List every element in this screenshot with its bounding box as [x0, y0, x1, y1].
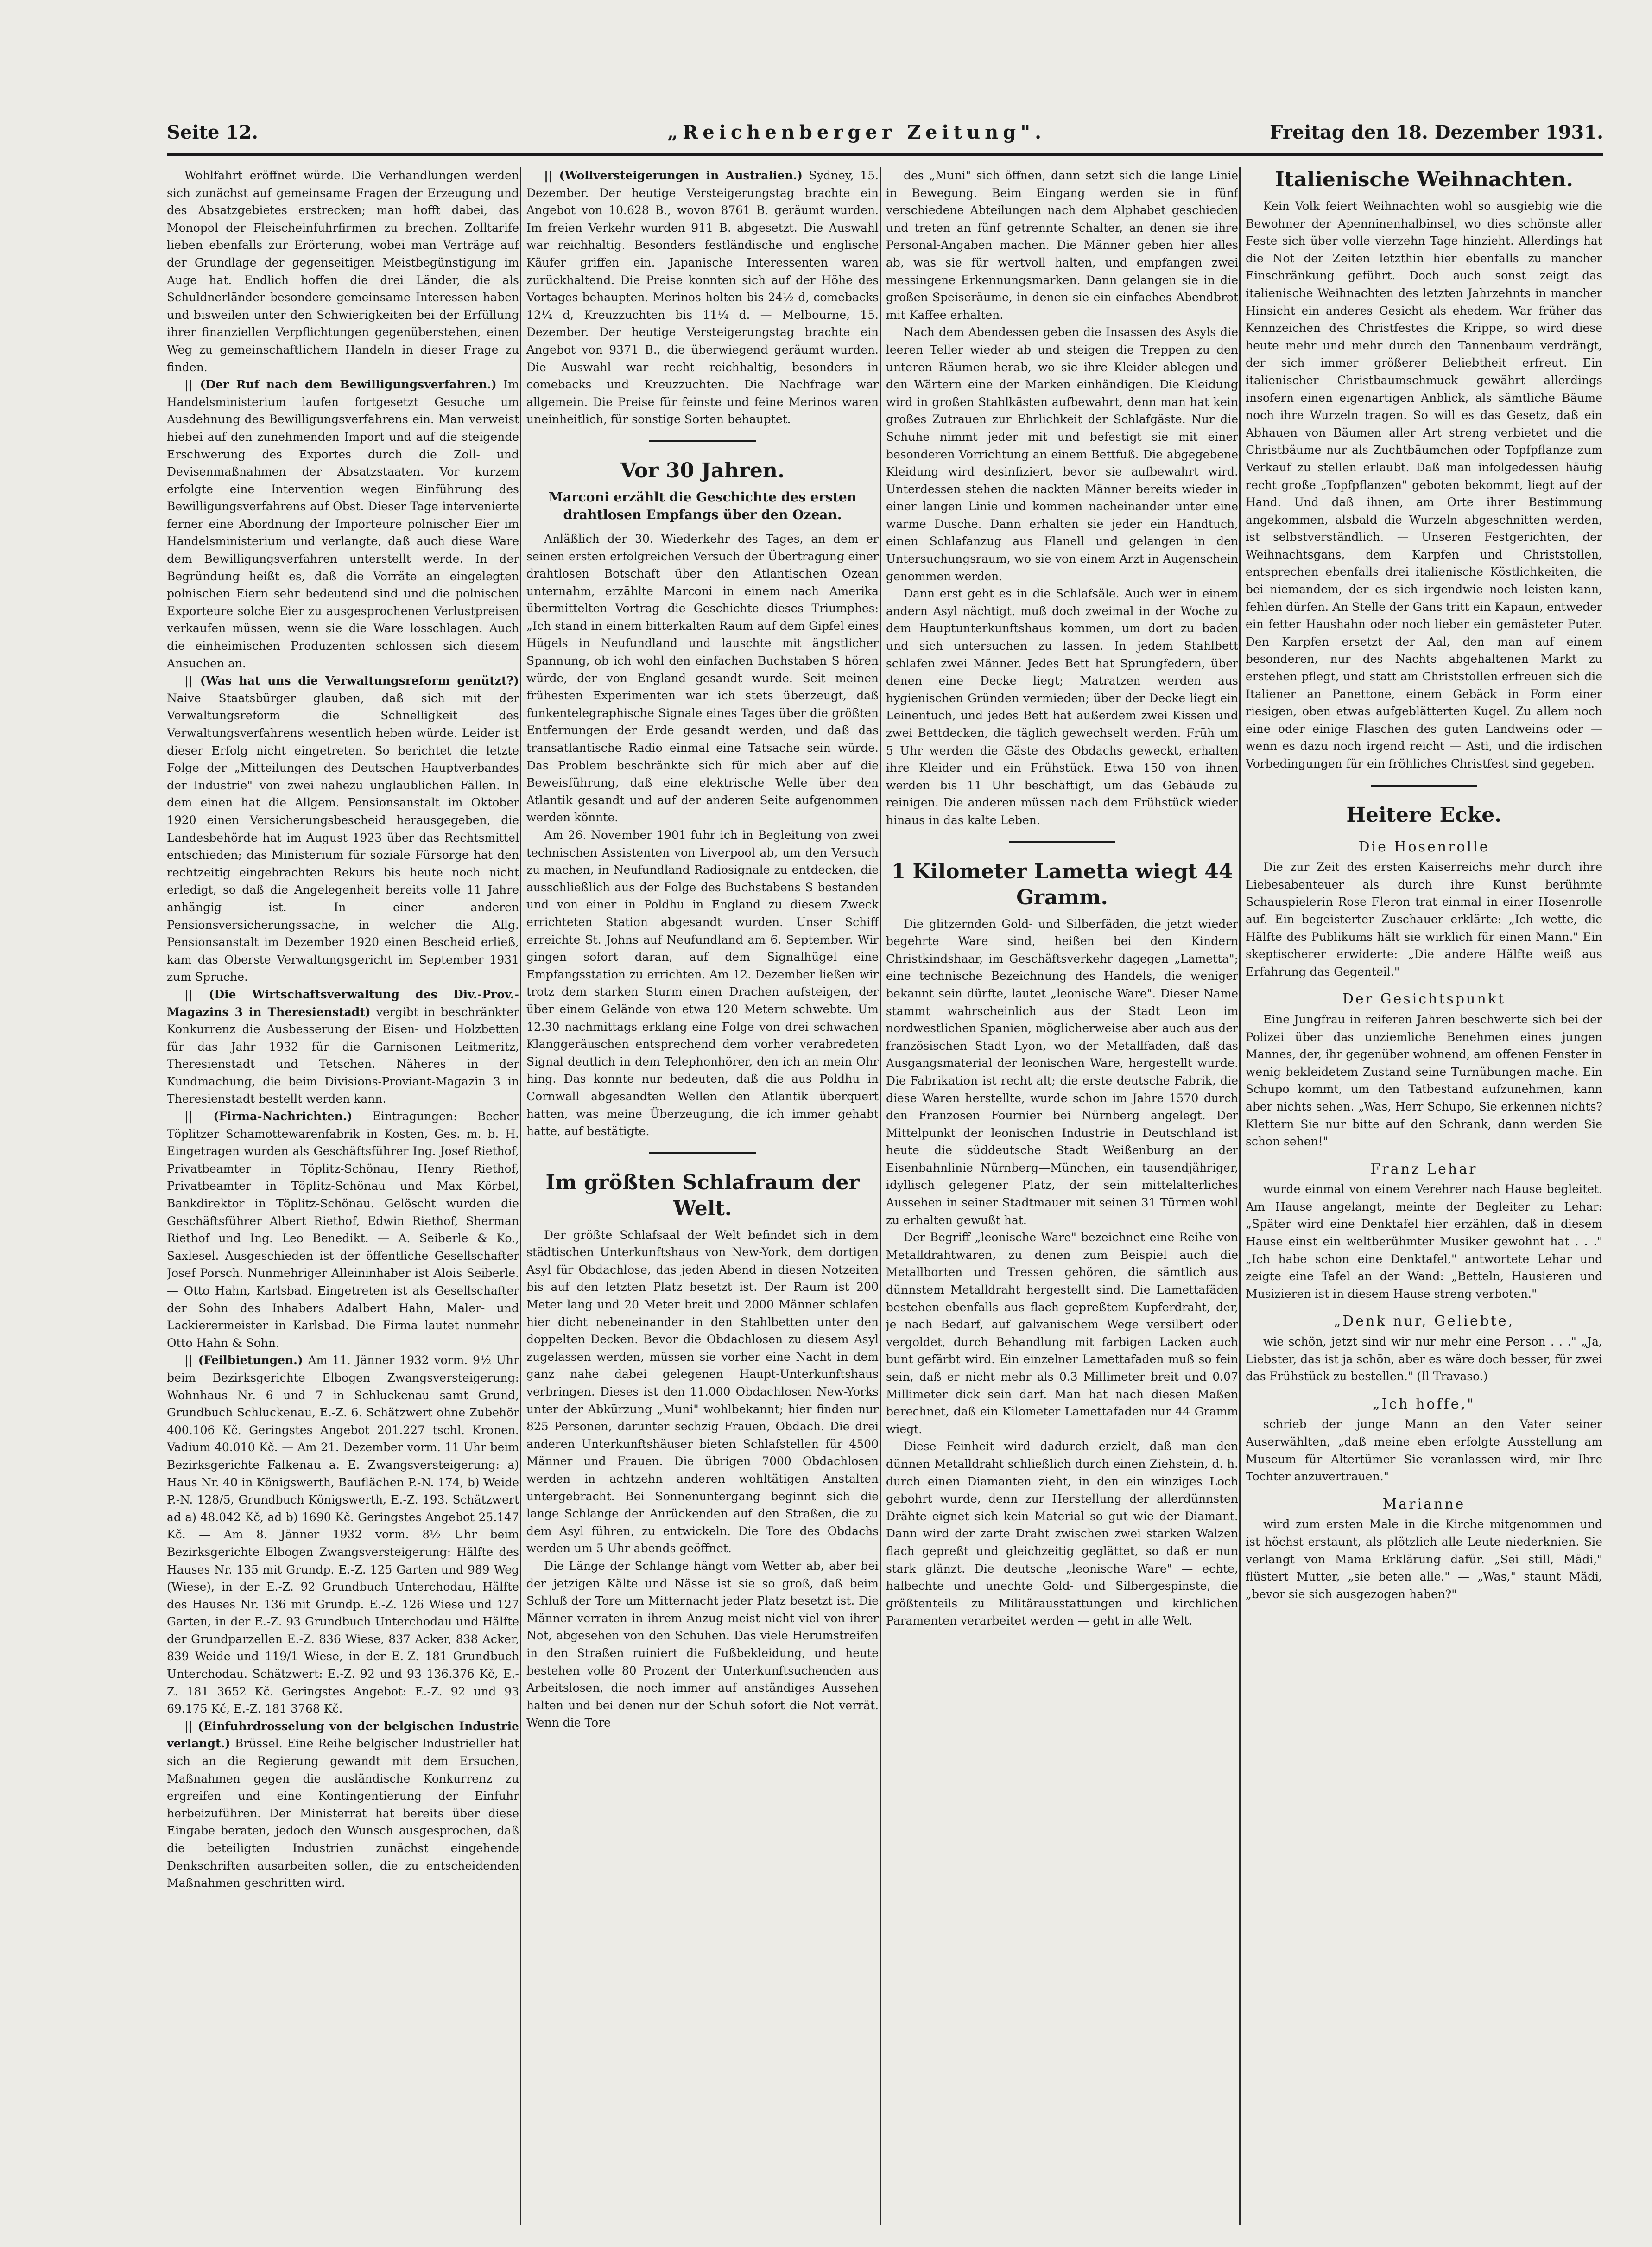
- masthead: [167, 121, 1603, 149]
- masthead-rule: [167, 153, 1603, 156]
- article-headline: Italienische Weihnachten.: [1275, 168, 1573, 191]
- article-paragraph: des „Muni" sich öffnen, dann setzt sich die lange Linie in Bewegung. Beim Eingang werden sie in fünf verschiedene Abteilungen nach dem Alphabet geschieden und treten an fünf getrennte Schalter, an denen sie ihre Personal-Angaben machen. Die Männer geben hier alles ab, was sie für wertvoll halten, und empfangen zwei messingene Erkennungsmarken. Dann gelangen sie in die großen Speiseräume, in denen sie ein einfaches Abendbrot mit Kaffee erhalten.: [886, 169, 1238, 322]
- article-paragraph: || (Feilbietungen.) Am 11. Jänner 1932 vorm. 9½ Uhr beim Bezirksgerichte Elbogen Zwangsversteigerung: Wohnhaus Nr. 6 und 7 in Schluckenau samt Grund, Grundbuch Schluckenau, E.-Z. 6. Schätzwert ohne Zubehör 400.106 Kč. Geringstes Angebot 201.227 tschl. Kronen. Vadium 40.010 Kč. — Am 21. Dezember vorm. 11 Uhr beim Bezirksgerichte Falkenau a. E. Zwangsversteigerung: a) Haus Nr. 40 in Königswerth, Bauflächen P.-N. 174, b) Weide P.-N. 128/5, Grundbuch Königswerth, E.-Z. 193. Schätzwert ad a) 48.042 Kč, ad b) 1690 Kč. Geringstes Angebot 25.147 Kč. — Am 8. Jänner 1932 vorm. 8½ Uhr beim Bezirksgerichte Elbogen Zwangsversteigerung: Hälfte des Hauses Nr. 135 mit Grundp. E.-Z. 125 Garten und 989 Weg (Wiese), in der E.-Z. 92 Grundbuch Unterchodau, Hälfte des Hauses Nr. 136 mit Grundp. E.-Z. 126 Wiese und 127 Garten, in der E.-Z. 93 Grundbuch Unterchodau und Hälfte der Grundparzellen E.-Z. 836 Wiese, 837 Acker, 838 Acker, 839 Weide und 119/1 Wiese, in der E.-Z. 181 Grundbuch Unterchodau. Schätzwert: E.-Z. 92 und 93 136.376 Kč, E.-Z. 181 3652 Kč. Geringstes Angebot: E.-Z. 92 und 93 69.175 Kč, E.-Z. 181 3768 Kč.: [167, 1353, 519, 1716]
- section-rule: [1371, 785, 1477, 787]
- column-divider: [1239, 167, 1241, 2225]
- issue-date: Freitag den 18. Dezember 1931.: [1270, 121, 1603, 143]
- article-paragraph: || (Die Wirtschaftsverwaltung des Div.-Prov.-Magazins 3 in Theresienstadt) vergibt in beschränkter Konkurrenz die Ausbesserung der Eisen- und Holzbetten für das Jahr 1932 für die Garnisonen Leitmeritz, Theresienstadt und Tetschen. Näheres in der Kundmachung, die beim Divisions-Proviant-Magazin 3 in Theresienstadt bestellt werden kann.: [167, 987, 519, 1106]
- column-4: [1246, 167, 1602, 2215]
- article-paragraph: Diese Feinheit wird dadurch erzielt, daß man den dünnen Metalldraht schließlich durch einen Ziehstein, d. h. durch einen Diamanten zieht, in den ein winziges Loch gebohrt wurde, denn zur Herstellung der allerdünnsten Drähte eignet sich kein Material so gut wie der Diamant. Dann wird der zarte Draht zwischen zwei starken Walzen flach gepreßt und gleichzeitig geglättet, so daß er nun stark glänzt. Die deutsche „leonische Ware" — echte, halbechte und unechte Gold- und Silbergespinste, die größtenteils zu Militärausstattungen und kirchlichen Paramenten verarbeitet werden — geht in alle Welt.: [886, 1440, 1238, 1628]
- article-paragraph: Am 26. November 1901 fuhr ich in Begleitung von zwei technischen Assistenten von Liverpool ab, um den Versuch zu machen, in Neufundland Radiosignale zu entdecken, die ausschließlich aus der Folge des Buchstabens S bestanden und von einer in Poldhu in England zu diesem Zweck errichteten Station abgesandt wurden. Unser Schiff erreichte St. Johns auf Neufundland am 6. September. Wir gingen sofort daran, auf dem Signalhügel eine Empfangsstation zu errichten. Am 12. Dezember ließen wir trotz dem starken Sturm einen Drachen aufsteigen, der über einem Gelände von etwa 120 Metern schwebte. Um 12.30 nachmittags erklang eine Folge von drei schwachen Klanggeräuschen entsprechend dem vorher verabredeten Signal deutlich in dem Telephonhörer, den ich an mein Ohr hing. Das konnte nur bedeuten, daß die aus Poldhu in Cornwall abgesandten Wellen den Atlantik überquert hatten, was meine Überzeugung, die ich immer gehabt hatte, auf bestätigte.: [526, 828, 879, 1138]
- column-1: [167, 167, 519, 2215]
- newspaper-title: „Reichenberger Zeitung".: [667, 121, 1046, 143]
- anecdote-text: wird zum ersten Male in die Kirche mitgenommen und ist höchst erstaunt, als plötzlich alle Leute niederknien. Sie verlangt von Mama Erklärung dafür. „Sei still, Mädi," flüstert Mutter, „sie beten alle." — „Was," staunt Mädi, „bevor sie sich ausgezogen haben?": [1246, 1517, 1602, 1601]
- anecdote-title: Marianne: [1382, 1496, 1466, 1512]
- anecdote-text: schrieb der junge Mann an den Vater seiner Auserwählten, „daß meine eben erfolgte Ausstellung am Museum für Altertümer Sie veranlassen wird, mir Ihre Tochter anzuvertrauen.": [1246, 1417, 1602, 1484]
- section-rule: [649, 1152, 756, 1154]
- article-paragraph: Dann erst geht es in die Schlafsäle. Auch wer in einem andern Asyl nächtigt, muß doch zweimal in der Woche zu dem Hauptunterkunftshaus kommen, um dort zu baden und sich untersuchen zu lassen. In jedem Stahlbett schlafen zwei Männer. Jedes Bett hat Sprungfedern, über denen eine Decke liegt; Matratzen werden aus hygienischen Gründen vermieden; über der Decke liegt ein Leinentuch, und jedes Bett hat außerdem zwei Kissen und zwei Bettdecken, die täglich gewechselt werden. Früh um 5 Uhr werden die Gäste des Obdachs geweckt, erhalten ihre Kleider und ein Frühstück. Etwa 150 von ihnen werden bis 11 Uhr beschäftigt, um das Gebäude zu reinigen. Die anderen müssen nach dem Frühstück wieder hinaus in das kalte Leben.: [886, 587, 1238, 827]
- article-paragraph: Anläßlich der 30. Wiederkehr des Tages, an dem er seinen ersten erfolgreichen Versuch der Übertragung einer drahtlosen Botschaft über den Atlantischen Ozean unternahm, erzählte Marconi in einem nach Amerika übermittelten Vortrag die Geschichte dieses Triumphes: „Ich stand in einem bitterkalten Raum auf dem Gipfel eines Hügels in Neufundland und lauschte mit ängstlicher Spannung, ob ich wohl den einfachen Buchstaben S hören würde, der von England gesandt wurde. Seit meinen frühesten Experimenten war ich stets überzeugt, daß funkentelegraphische Signale eines Tages über die größten Entfernungen der Erde gesandt werden, und daß das transatlantische Radio einmal eine Tatsache sein würde. Das Problem beschränkte sich für mich aber auf die Beweisführung, daß eine elektrische Welle über den Atlantik gesandt und auf der anderen Seite aufgenommen werden könnte.: [526, 532, 879, 825]
- anecdote-title: Der Gesichtspunkt: [1342, 991, 1506, 1008]
- article-paragraph: || (Firma-Nachrichten.) Eintragungen: Becher Töplitzer Schamottewarenfabrik in Kosten, Ges. m. b. H. Eingetragen wurden als Geschäftsführer Ing. Josef Riethof, Privatbeamter in Töplitz-Schönau, Henry Riethof, Privatbeamter in Töplitz-Schönau und Max Körbel, Bankdirektor in Töplitz-Schönau. Gelöscht wurden die Geschäftsführer Albert Riethof, Edwin Riethof, Sherman Riethof und Ing. Leo Benedikt. — A. Seiberle & Ko., Saxlesel. Ausgeschieden ist der öffentliche Gesellschafter Josef Porsch. Nunmehriger Alleininhaber ist Alois Seiberle. — Otto Hahn, Karlsbad. Eingetreten ist als Gesellschafter der Sohn des Inhabers Adalbert Hahn, Maler- und Lackierermeister in Karlsbad. Die Firma lautet nunmehr Otto Hahn & Sohn.: [167, 1110, 519, 1350]
- anecdote-text: wie schön, jetzt sind wir nur mehr eine Person . . ." „Ja, Liebster, das ist ja schön, aber es wäre doch besser, für zwei das Frühstück zu bestellen." (Il Travaso.): [1246, 1335, 1602, 1384]
- article-paragraph: Die glitzernden Gold- und Silberfäden, die jetzt wieder begehrte Ware sind, heißen bei den Kindern Christkindshaar, im Geschäftsverkehr dagegen „Lametta"; eine technische Bezeichnung des Handels, die weniger bekannt sein dürfte, lautet „leonische Ware". Dieser Name stammt wahrscheinlich aus der Stadt Leon im nordwestlichen Spanien, möglicherweise aber auch aus der französischen Stadt Lyon, wo der Metallfaden, daß das Ausgangsmaterial der leonischen Ware, hergestellt wurde. Die Fabrikation ist recht alt; die erste deutsche Fabrik, die diese Waren herstellte, wurde schon im Jahre 1570 durch den Franzosen Fournier bei Nürnberg angelegt. Der Mittelpunkt der leonischen Industrie in Deutschland ist heute die süddeutsche Stadt Weißenburg an der Eisenbahnlinie Nürnberg—München, ein tausendjähriger, idyllisch gelegener Platz, der sein mittelalterliches Aussehen in seiner Stadtmauer mit seinen 31 Türmen wohl zu erhalten gewußt hat.: [886, 917, 1238, 1227]
- article-paragraph: Die Länge der Schlange hängt vom Wetter ab, aber bei der jetzigen Kälte und Nässe ist sie so groß, daß beim Schluß der Tore um Mitternacht jeder Platz besetzt ist. Die Männer verraten in ihrem Anzug meist nicht viel von ihrer Not, abgesehen von den Schuhen. Das viele Herumstreifen in den Straßen ruiniert die Fußbekleidung, und heute bestehen volle 80 Prozent der Unterkunftsuchenden aus Arbeitslosen, die noch immer auf anständiges Aussehen halten und bei denen nur der Schuh sofort die Not verrät. Wenn die Tore: [526, 1559, 879, 1730]
- article-paragraph: || (Was hat uns die Verwaltungsreform genützt?) Naive Staatsbürger glauben, daß sich mit der Verwaltungsreform die Schnelligkeit des Verwaltungsverfahrens wesentlich heben würde. Leider ist dieser Erfolg nicht eingetreten. So berichtet die letzte Folge der „Mitteilungen des Deutschen Hauptverbandes der Industrie" von zwei nahezu unglaublichen Fällen. In dem einen hat die Allgem. Pensionsanstalt im Oktober 1920 einen Versicherungsbescheid herausgegeben, die Landesbehörde hat im August 1923 über das Rechtsmittel entschieden; das Ministerium für soziale Fürsorge hat den rechtzeitig eingebrachten Rekurs bis heute noch nicht erledigt, so daß die Angelegenheit bereits volle 11 Jahre anhängig ist. In einer anderen Pensionsversicherungssache, in welcher die Allg. Pensionsanstalt im Dezember 1920 einen Bescheid erließ, kam das Oberste Verwaltungsgericht im September 1931 zum Spruche.: [167, 674, 519, 984]
- column-divider: [520, 167, 521, 2225]
- article-paragraph: || (Einfuhrdrosselung von der belgischen Industrie verlangt.) Brüssel. Eine Reihe belgischer Industrieller hat sich an die Regierung gewandt mit dem Ersuchen, Maßnahmen gegen die ausländische Konkurrenz zu ergreifen und eine Kontingentierung der Einfuhr herbeizuführen. Der Ministerrat hat bereits über diese Eingabe beraten, jedoch den Wunsch ausgesprochen, daß die beteiligten Industrien zunächst eingehende Denkschriften ausarbeiten sollen, die zu entscheidenden Maßnahmen geschritten wird.: [167, 1719, 519, 1890]
- anecdote-text: Die zur Zeit des ersten Kaiserreichs mehr durch ihre Liebesabenteuer als durch ihre Kunst berühmte Schauspielerin Rose Fleron trat einmal in einer Hosenrolle auf. Ein begeisterter Zuschauer erklärte: „Ich wette, die Hälfte des Publikums hält sie wirklich für einen Mann." Ein skeptischerer erwiderte: „Die andere Hälfte weiß aus Erfahrung das Gegenteil.": [1246, 860, 1602, 978]
- anecdote-title: „Ich hoffe,": [1373, 1396, 1475, 1412]
- article-headline: Vor 30 Jahren.: [620, 458, 785, 482]
- section-rule: [649, 440, 756, 442]
- page-number: Seite 12.: [167, 121, 258, 143]
- article-headline: 1 Kilometer Lametta wiegt 44 Gramm.: [891, 859, 1233, 909]
- section-rule: [1009, 841, 1115, 843]
- anecdote-title: „Denk nur, Geliebte,: [1333, 1313, 1515, 1330]
- article-headline: Im größten Schlafraum der Welt.: [545, 1170, 860, 1220]
- article-subheadline: Marconi erzählt die Geschichte des ersten drahtlosen Empfangs über den Ozean.: [548, 489, 857, 522]
- column-2: [526, 167, 879, 2215]
- article-paragraph: Nach dem Abendessen geben die Insassen des Asyls die leeren Teller wieder ab und steigen die Treppen zu den unteren Räumen herab, wo sie ihre Kleider ablegen und den Wärtern eine der Marken einhändigen. Die Kleidung wird in großen Stahlkästen aufbewahrt, denn man hat kein großes Zutrauen zur Ehrlichkeit der Schlafgäste. Nur die Schuhe nimmt jeder mit und befestigt sie mit einer besonderen Vorrichtung an einem Bettfuß. Die abgegebene Kleidung wird desinfiziert, bevor sie aufbewahrt wird. Unterdessen stehen die nackten Männer bereits wieder in einer langen Linie und kommen nacheinander unter eine warme Dusche. Dann erhalten sie jeder ein Handtuch, einen Schlafanzug aus Flanell und gelangen in den Untersuchungsraum, wo sie von einem Arzt in Augenschein genommen werden.: [886, 325, 1238, 583]
- column-divider: [880, 167, 881, 2225]
- column-3: [886, 167, 1238, 2215]
- article-paragraph: || (Wollversteigerungen in Australien.) Sydney, 15. Dezember. Der heutige Versteigerungstag brachte ein Angebot von 10.628 B., wovon 8761 B. geräumt wurden. Im freien Verkehr wurden 911 B. abgesetzt. Die Auswahl war reichhaltig. Besonders festländische und englische Käufer griffen ein. Japanische Interessenten waren zurückhaltend. Die Preise konnten sich auf der Höhe des Vortages behaupten. Merinos holten bis 24½ d, comebacks 12¼ d, Kreuzzuchten bis 11¼ d. — Melbourne, 15. Dezember. Der heutige Versteigerungstag brachte ein Angebot von 9371 B., die überwiegend geräumt wurden. Die Auswahl war recht reichhaltig, besonders in comebacks und Kreuzzuchten. Die Nachfrage war allgemein. Die Preise für feinste und feine Merinos waren uneinheitlich, für sonstige Sorten behauptet.: [526, 169, 879, 426]
- article-paragraph: Der Begriff „leonische Ware" bezeichnet eine Reihe von Metalldrahtwaren, zu denen zum Beispiel auch die Metallborten und Tressen gehören, die sämtlich aus dünnstem Metalldraht hergestellt sind. Die Lamettafäden bestehen ebenfalls aus flach gepreßtem Kupferdraht, der, je nach Bedarf, auf galvanischem Wege versilbert oder vergoldet, durch Behandlung mit farbigen Lacken auch bunt gefärbt wird. Ein einzelner Lamettafaden muß so fein sein, daß er nicht mehr als 0.3 Millimeter breit und 0.07 Millimeter dick sein darf. Man hat nach diesen Maßen berechnet, daß ein Kilometer Lamettafaden nur 44 Gramm wiegt.: [886, 1231, 1238, 1436]
- anecdote-text: wurde einmal von einem Verehrer nach Hause begleitet. Am Hause angelangt, meinte der Begleiter zu Lehar: „Später wird eine Denktafel hier erzählen, daß in diesem Hause einst ein weltberühmter Musiker gewohnt hat . . ." „Ich habe schon eine Denktafel," antwortete Lehar und zeigte eine Tafel an der Wand: „Betteln, Hausieren und Musizieren ist in diesem Hause streng verboten.": [1246, 1182, 1602, 1301]
- anecdote-title: Die Hosenrolle: [1358, 838, 1490, 855]
- article-paragraph: Kein Volk feiert Weihnachten wohl so ausgiebig wie die Bewohner der Apenninenhalbinsel, wo dies schönste aller Feste sich über volle vierzehn Tage hinzieht. Allerdings hat die Not der Zeiten letzthin hier ebenfalls zu mancher Einschränkung geführt. Doch auch sonst zeigt das italienische Weihnachten des letzten Jahrzehnts in mancher Hinsicht ein anderes Gesicht als ehedem. War früher das Kennzeichen des Christfestes die Krippe, so wird diese heute mehr und mehr durch den Tannenbaum verdrängt, der sich immer größerer Beliebtheit erfreut. Ein italienischer Christbaumschmuck gewährt allerdings insofern einen eigenartigen Anblick, als sämtliche Bäume noch ihre Wurzeln tragen. So will es das Gesetz, daß ein Abhauen von Bäumen aller Art streng verbietet und die Christbäume nur als Zuchtbäumchen oder Topfpflanze zum Verkauf zu stellen erlaubt. Daß man infolgedessen häufig recht große „Topfpflanzen" geboten bekommt, liegt auf der Hand. Und daß ihnen, am Orte ihrer Bestimmung angekommen, alsbald die Wurzeln abgeschnitten werden, ist selbstverständlich. — Unseren Festgerichten, der Weihnachtsgans, dem Karpfen und Christstollen, entsprechen ebenfalls drei italienische Köstlichkeiten, die bei niemandem, der es sich irgendwie noch leisten kann, fehlen dürfen. An Stelle der Gans tritt ein Kapaun, entweder ein fetter Haushahn oder noch lieber ein gemästeter Puter. Den Karpfen ersetzt der Aal, den man auf einem besonderen, nur des Nachts abgehaltenen Markt zu erstehen pflegt, und statt am Christstollen erfreuen sich die Italiener an Panettone, einem Gebäck in Form einer riesigen, oben etwas aufgeblätterten Kugel. Zu allem noch eine oder einige Flaschen des guten Landweins oder — wenn es dazu noch irgend reicht — Asti, und die irdischen Vorbedingungen für ein fröhliches Christfest sind gegeben.: [1246, 199, 1602, 770]
- article-paragraph: Wohlfahrt eröffnet würde. Die Verhandlungen werden sich zunächst auf gemeinsame Fragen der Erzeugung und des Absatzgebietes erstrecken; man hofft dabei, das Monopol der Fleischeinfuhrfirmen zu brechen. Zolltarife lieben ebenfalls zur Erörterung, wobei man Verträge auf der Grundlage der gegenseitigen Meistbegünstigung im Auge hat. Endlich hoffen die drei Länder, die als Schuldnerländer besondere gemeinsame Interessen haben und bisweilen unter den Schwierigkeiten bei der Erfüllung ihrer finanziellen Verpflichtungen gegenüberstehen, einen Weg zu gemeinschaftlichem Handeln in dieser Frage zu finden.: [167, 169, 519, 374]
- anecdote-text: Eine Jungfrau in reiferen Jahren beschwerte sich bei der Polizei über das unziemliche Benehmen eines jungen Mannes, der, ihr gegenüber wohnend, am offenen Fenster in wenig bekleidetem Zustand seine Turnübungen mache. Ein Schupo kommt, um den Tatbestand aufzunehmen, kann aber nichts sehen. „Was, Herr Schupo, Sie erkennen nichts? Klettern Sie nur bitte auf den Schrank, dann werden Sie schon sehen!": [1246, 1012, 1602, 1149]
- article-headline: Heitere Ecke.: [1346, 803, 1502, 827]
- anecdote-title: Franz Lehar: [1370, 1161, 1478, 1177]
- article-paragraph: Der größte Schlafsaal der Welt befindet sich in dem städtischen Unterkunftshaus von New-York, dem dortigen Asyl für Obdachlose, das jeden Abend in diesen Notzeiten bis auf den letzten Platz besetzt ist. Der Raum ist 200 Meter lang und 20 Meter breit und 2000 Männer schlafen hier dicht nebeneinander in den Stahlbetten unter den doppelten Decken. Bevor die Obdachlosen zu diesem Asyl zugelassen werden, müssen sie vorher eine Nacht in dem ganz nahe dabei gelegenen Haupt-Unterkunftshaus verbringen. Dieses ist den 11.000 Obdachlosen New-Yorks unter der Abkürzung „Muni" wohlbekannt; hier finden nur 825 Personen, darunter sechzig Frauen, Obdach. Die drei anderen Unterkunftshäuser bieten Schlafstellen für 4500 Männer und Frauen. Die übrigen 7000 Obdachlosen werden in achtzehn anderen wohltätigen Anstalten untergebracht. Bei Sonnenuntergang beginnt sich die lange Schlange der Anrückenden auf den Straßen, die zu dem Asyl führen, zu entwickeln. Die Tore des Obdachs werden um 5 Uhr abends geöffnet.: [526, 1228, 879, 1555]
- article-paragraph: || (Der Ruf nach dem Bewilligungsverfahren.) Im Handelsministerium laufen fortgesetzt Gesuche um Ausdehnung des Bewilligungsverfahrens ein. Man verweist hiebei auf den zunehmenden Import und auf die steigende Erschwerung des Exportes durch die Zoll- und Devisenmaßnahmen der Absatzstaaten. Vor kurzem erfolgte eine Intervention wegen Einführung des Bewilligungsverfahrens auf Obst. Dieser Tage intervenierte ferner eine Abordnung der Importeure polnischer Eier im Handelsministerium und verlangte, daß auch diese Ware dem Bewilligungsverfahren unterstellt werde. In der Begründung heißt es, daß die Vorräte an eingelegten polnischen Eiern sehr bedeutend sind und die polnischen Exporteure solche Eier zu ausgesprochenen Verlustpreisen verkaufen müssen, wenn sie die Ware losschlagen. Auch die einheimischen Produzenten schlossen sich diesem Ansuchen an.: [167, 378, 519, 670]
